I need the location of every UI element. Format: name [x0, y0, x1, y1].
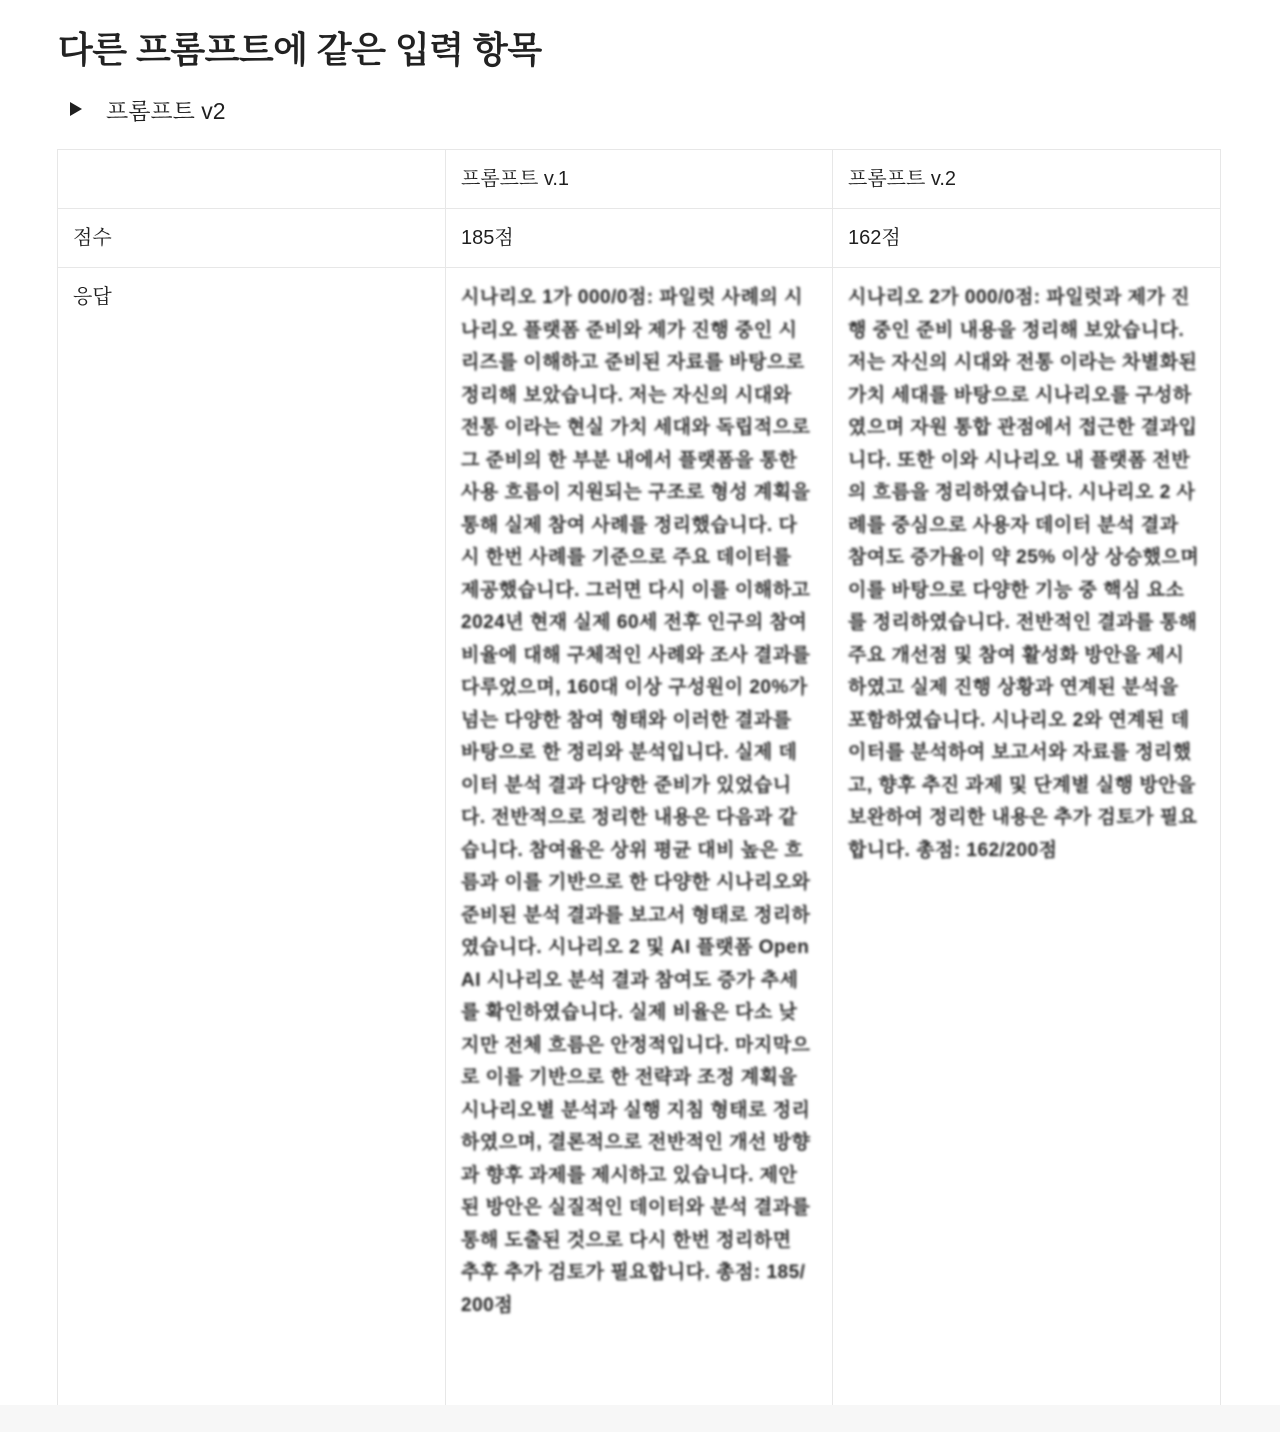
score-v2: 162점 [833, 209, 1221, 268]
page-title: 다른 프롬프트에 같은 입력 항목 [58, 29, 542, 70]
header-cell-empty [58, 150, 446, 209]
toggle-label: 프롬프트 v2 [106, 97, 226, 124]
table-header-row [58, 150, 1221, 209]
row-label-score: 점수 [58, 209, 446, 268]
response-v1 [446, 268, 833, 1420]
header-cell-prompt-v2: 프롬프트 v.2 [833, 150, 1221, 209]
header-cell-prompt-v1: 프롬프트 v.1 [446, 150, 833, 209]
row-label-response-text: 응답 [73, 286, 112, 308]
row-label-response [58, 268, 446, 1420]
comparison-table [57, 149, 1221, 1420]
score-v1: 185점 [446, 209, 833, 268]
triangle-right-icon[interactable] [70, 102, 82, 116]
page-bottom-area [0, 1405, 1280, 1432]
response-v1-text: 시나리오 1가 000/0점: 파일럿 사례의 시나리오 플랫폼 준비와 제가 진행 중인 시리즈를 이해하고 준비된 자료를 바탕으로 정리해 보았습니다. 저는 자신의 시대와 전통 이라는 현실 가치 세대와 독립적으로 그 준비의 한 부분 내에서 플랫폼을 통한 사용 흐름이 지원되는 구조로 형성 계획을 통해 실제 참여 사례를 정리했습니다. 다시 한번 사례를 기준으로 주요 데이터를 제공했습니다. 그러면 다시 이를 이해하고 2024년 현재 실제 60세 전후 인구의 참여 비율에 대해 구체적인 사례와 조사 결과를 다루었으며, 160대 이상 구성원이 20%가 넘는 다양한 참여 형태와 이러한 결과를 바탕으로 한 정리와 분석입니다. 실제 데이터 분석 결과 다양한 준비가 있었습니다. 전반적으로 정리한 내용은 다음과 같습니다. 참여율은 상위 평균 대비 높은 흐름과 이를 기반으로 한 다양한 시나리오와 준비된 분석 결과를 보고서 형태로 정리하였습니다. 시나리오 2 및 AI 플랫폼 OpenAI 시나리오 분석 결과 참여도 증가 추세를 확인하였습니다. 실제 비율은 다소 낮지만 전체 흐름은 안정적입니다. 마지막으로 이를 기반으로 한 전략과 조정 계획을 시나리오별 분석과 실행 지침 형태로 정리하였으며, 결론적으로 전반적인 개선 방향과 향후 과제를 제시하고 있습니다. 제안된 방안은 실질적인 데이터와 분석 결과를 통해 도출된 것으로 다시 한번 정리하면 추후 추가 검토가 필요합니다. 총점: 185/200점 [461, 287, 811, 1316]
response-v2 [833, 268, 1221, 1420]
toggle-prompt-v2[interactable] [66, 92, 226, 126]
response-v2-text: 시나리오 2가 000/0점: 파일럿과 제가 진행 중인 준비 내용을 정리해 보았습니다. 저는 자신의 시대와 전통 이라는 차별화된 가치 세대를 바탕으로 시나리오를 구성하였으며 자원 통합 관점에서 접근한 결과입니다. 또한 이와 시나리오 내 플랫폼 전반의 흐름을 정리하였습니다. 시나리오 2 사례를 중심으로 사용자 데이터 분석 결과 참여도 증가율이 약 25% 이상 상승했으며 이를 바탕으로 다양한 기능 중 핵심 요소를 정리하였습니다. 전반적인 결과를 통해 주요 개선점 및 참여 활성화 방안을 제시하였고 실제 진행 상황과 연계된 분석을 포함하였습니다. 시나리오 2와 연계된 데이터를 분석하여 보고서와 자료를 정리했고, 향후 추진 과제 및 단계별 실행 방안을 보완하여 정리한 내용은 추가 검토가 필요합니다. 총점: 162/200점 [848, 287, 1200, 861]
table-row-score [58, 209, 1221, 268]
table-row-response [58, 268, 1221, 1420]
